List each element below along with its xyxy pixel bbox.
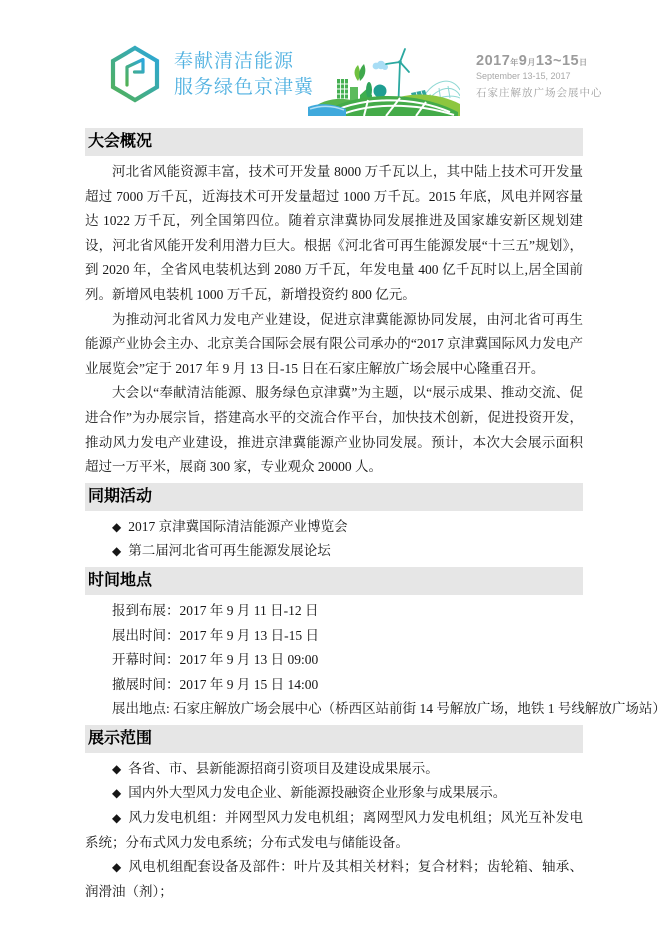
date-year-unit: 年 bbox=[510, 58, 519, 67]
exhibition-time: 展出时间：2017 年 9 月 13 日-15 日 bbox=[112, 627, 319, 643]
scope-item bbox=[85, 781, 583, 806]
scope-item-text: 国内外大型风力发电企业、新能源投融资企业形象与成果展示。 bbox=[128, 785, 507, 801]
buildings-icon bbox=[337, 79, 358, 102]
scope-item bbox=[85, 855, 583, 904]
section-overview bbox=[85, 160, 583, 480]
slogan-line1: 奉献清洁能源 bbox=[174, 51, 295, 72]
cloud-icon bbox=[373, 61, 388, 70]
same-period-item bbox=[85, 515, 583, 540]
same-period-item bbox=[85, 539, 583, 564]
section-title-scope: 展示范围 bbox=[85, 725, 583, 753]
date-month: 9 bbox=[518, 53, 528, 69]
section-time-place bbox=[85, 599, 666, 722]
event-date bbox=[476, 53, 603, 69]
event-venue: 石家庄解放广场会展中心 bbox=[476, 87, 603, 99]
section-scope bbox=[85, 757, 583, 905]
scope-item bbox=[85, 757, 583, 782]
section-title-overview: 大会概况 bbox=[85, 128, 583, 156]
overview-paragraph-3: 大会以“奉献清洁能源、服务绿色京津冀”为主题，以“展示成果、推动交流、促进合作”为办展宗旨，搭建高水平的交流合作平台，加快技术创新，促进投资开发，推动风力发电产业建设，推进京津冀能源产业协同发展。预计，本次大会展示面积超过一万平米，展商 300 家，专业观众 20000 人。 bbox=[85, 385, 583, 475]
diamond-bullet-icon: ◆ bbox=[112, 811, 122, 826]
section-same-period bbox=[85, 515, 583, 564]
overview-paragraph-2: 为推动河北省风力发电产业建设，促进京津冀能源协同发展，由河北省可再生能源产业协会主办、北京美合国际会展有限公司承办的“2017 京津冀国际风力发电产业展览会”定于 2017 年 9 月 13 日-15 日在石家庄解放广场会展中心隆重召开。 bbox=[85, 311, 583, 376]
cypress-tree-icon bbox=[366, 82, 372, 98]
scope-item bbox=[85, 806, 583, 855]
hexagon-logo-icon bbox=[108, 44, 162, 109]
date-month-unit: 月 bbox=[527, 58, 536, 67]
sprout-leaves-icon bbox=[355, 64, 366, 81]
eco-landscape-illustration bbox=[308, 46, 460, 121]
diamond-bullet-icon: ◆ bbox=[112, 786, 122, 801]
exhibition-venue: 展出地点: 石家庄解放广场会展中心（桥西区站前街 14 号解放广场，地铁 1 号线解放广场站） bbox=[112, 701, 666, 717]
diamond-bullet-icon: ◆ bbox=[112, 544, 122, 559]
scope-item-text: 各省、市、县新能源招商引资项目及建设成果展示。 bbox=[128, 760, 439, 776]
date-days: 13~15 bbox=[535, 53, 580, 69]
scope-item-text: 风电机组配套设备及部件：叶片及其相关材料；复合材料；齿轮箱、轴承、润滑油（剂）； bbox=[85, 859, 583, 899]
move-out-time: 撤展时间：2017 年 9 月 15 日 14:00 bbox=[112, 676, 319, 692]
section-title-time-place: 时间地点 bbox=[85, 567, 583, 595]
overview-paragraph-1: 河北省风能资源丰富，技术可开发量 8000 万千瓦以上，其中陆上技术可开发量超过 7000 万千瓦，近海技术可开发量超过 1000 万千瓦。2015 年底，风电并网容量达 1022 万千瓦，列全国第四位。随着京津冀协同发展推进及国家雄安新区规划建设，河北省风能开发利用潜力巨大。根据《河北省可再生能源发展“十三五”规划》，到 2020 年，全省风电装机达到 2080 万千瓦，年发电量 400 亿千瓦时以上,居全国前列。新增风电装机 1000 万千瓦，新增投资约 800 亿元。 bbox=[85, 164, 583, 302]
opening-time: 开幕时间：2017 年 9 月 13 日 09:00 bbox=[112, 652, 319, 668]
date-year: 2017 bbox=[476, 53, 511, 69]
section-title-same-period: 同期活动 bbox=[85, 483, 583, 511]
scope-item-text: 风力发电机组：并网型风力发电机组；离网型风力发电机组；风光互补发电系统；分布式风力发电系统；分布式发电与储能设备。 bbox=[85, 810, 583, 850]
event-slogan bbox=[174, 49, 314, 101]
document-header bbox=[85, 42, 603, 120]
same-period-item-text: 第二届河北省可再生能源发展论坛 bbox=[128, 543, 331, 559]
document-content bbox=[85, 42, 666, 907]
date-day-unit: 日 bbox=[579, 58, 588, 67]
wind-turbine-icon bbox=[386, 49, 409, 100]
diamond-bullet-icon: ◆ bbox=[112, 860, 122, 875]
move-in-time: 报到布展：2017 年 9 月 11 日-12 日 bbox=[112, 602, 319, 618]
event-date-english: September 13-15, 2017 bbox=[476, 71, 571, 81]
event-date-block bbox=[476, 53, 603, 100]
same-period-item-text: 2017 京津冀国际清洁能源产业博览会 bbox=[128, 518, 348, 534]
slogan-line2: 服务绿色京津冀 bbox=[174, 77, 315, 98]
diamond-bullet-icon: ◆ bbox=[112, 519, 122, 534]
diamond-bullet-icon: ◆ bbox=[112, 761, 122, 776]
